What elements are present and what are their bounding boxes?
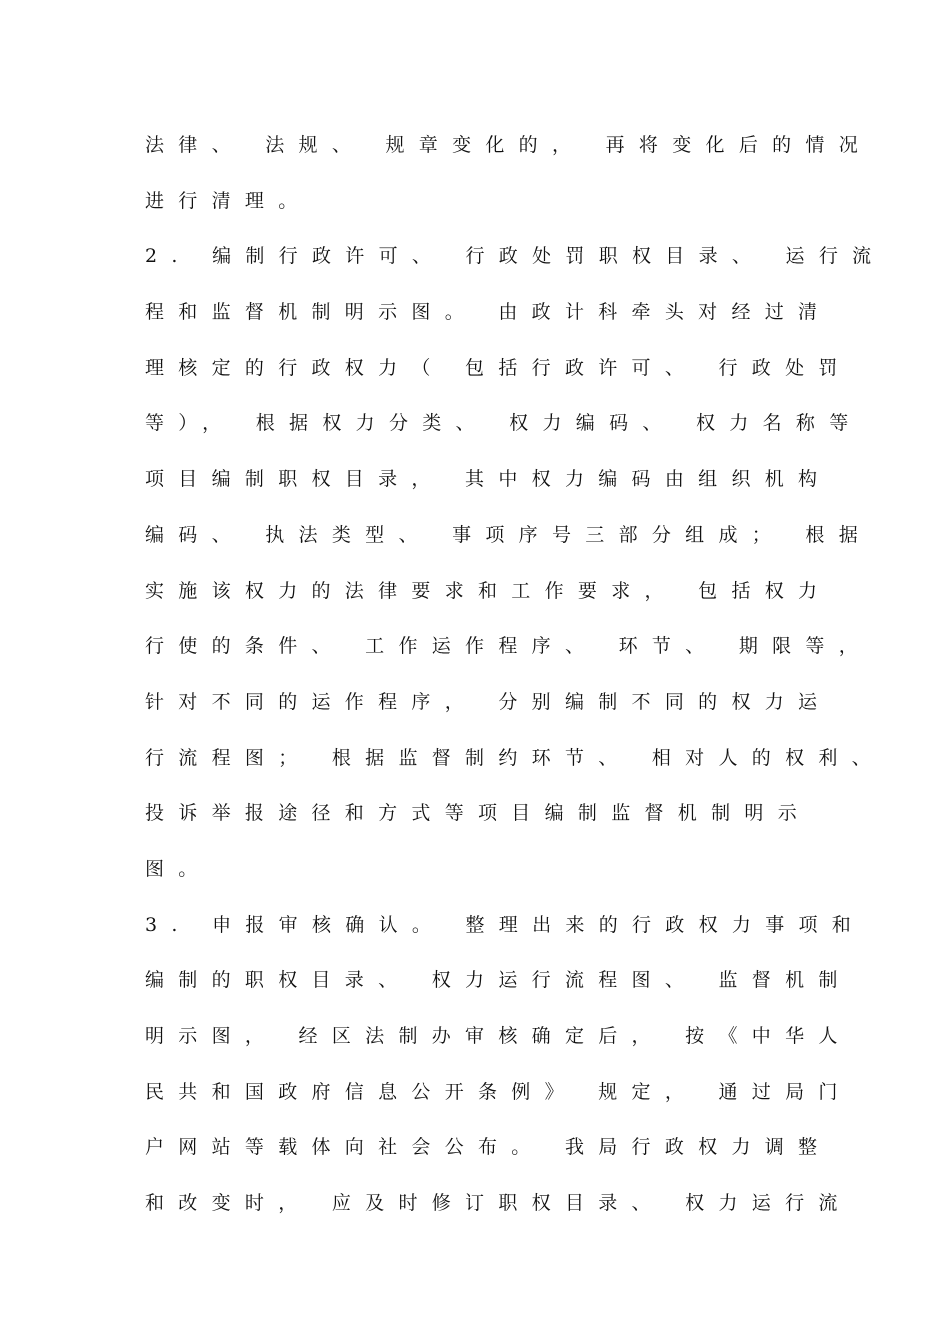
text-line: 理核定的行政权力（ 包括行政许可、 行政处罚 <box>145 356 852 379</box>
text-line: 实施该权力的法律要求和工作要求， 包括权力 <box>145 579 832 602</box>
text-line: 进行清理。 <box>145 189 312 212</box>
text-line: 明示图， 经区法制办审核确定后， 按《中华人 <box>145 1025 852 1047</box>
text-line: 投诉举报途径和方式等项目编制监督机制明示 <box>145 802 812 825</box>
text-line: 编码、 执法类型、 事项序号三部分组成； 根据 <box>145 523 873 546</box>
body-text <box>145 127 886 1241</box>
text-line: 民共和国政府信息公开条例》 规定， 通过局门 <box>145 1080 852 1103</box>
text-line: 行流程图； 根据监督制约环节、 相对人的权利、 <box>145 746 885 769</box>
text-line: 编制的职权目录、 权力运行流程图、 监督机制 <box>145 969 852 992</box>
text-line: 2. 编制行政许可、 行政处罚职权目录、 运行流 <box>145 245 886 268</box>
text-line: 3. 申报审核确认。 整理出来的行政权力事项和 <box>145 913 866 936</box>
text-line: 图。 <box>145 857 212 880</box>
text-line: 等）， 根据权力分类、 权力编码、 权力名称等 <box>145 412 863 435</box>
text-line: 和改变时， 应及时修订职权目录、 权力运行流 <box>145 1192 852 1215</box>
text-line: 行使的条件、 工作运作程序、 环节、 期限等， <box>145 635 873 658</box>
text-line: 程和监督机制明示图。 由政计科牵头对经过清 <box>145 301 832 324</box>
text-line: 项目编制职权目录， 其中权力编码由组织机构 <box>145 468 832 491</box>
text-line: 法律、 法规、 规章变化的， 再将变化后的情况 <box>145 134 873 156</box>
text-line: 户网站等载体向社会公布。 我局行政权力调整 <box>145 1136 832 1159</box>
text-line: 针对不同的运作程序， 分别编制不同的权力运 <box>145 690 832 713</box>
